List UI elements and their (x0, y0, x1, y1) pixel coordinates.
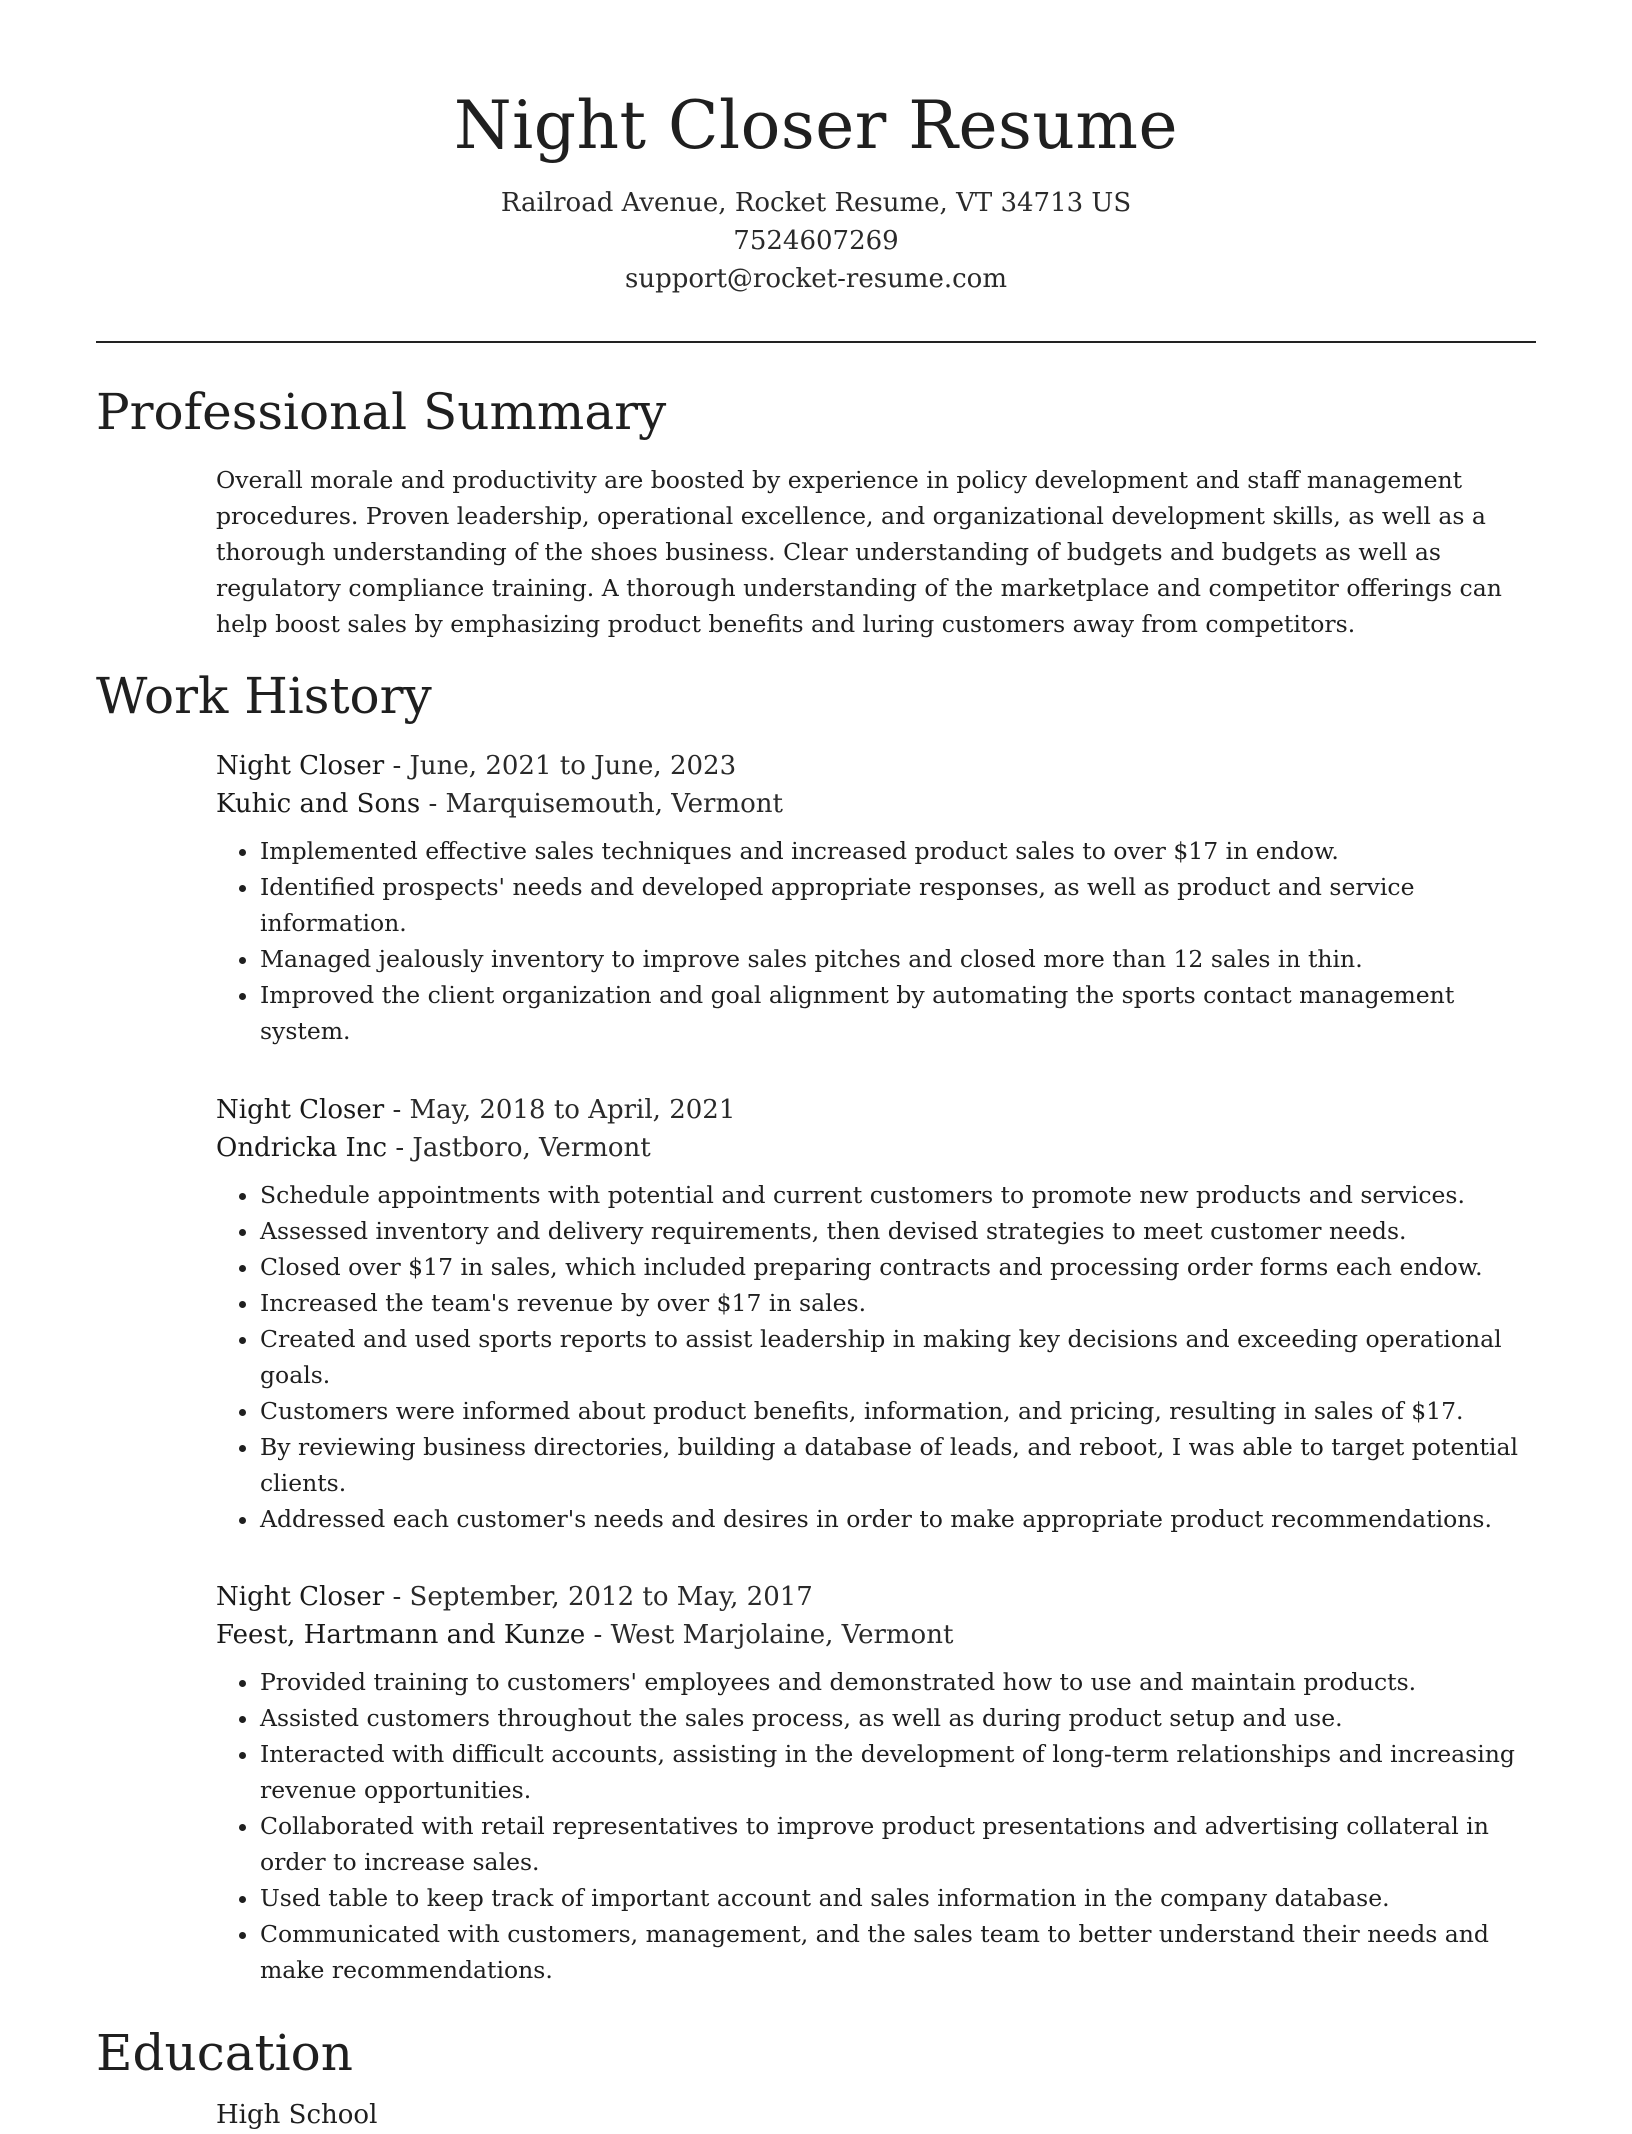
bullet-item: • By reviewing business directories, building a database of leads, and reboot, I was able to target potential clients. (260, 1429, 1526, 1501)
job-entry (216, 747, 1526, 1049)
education-first-line: High School (216, 2100, 378, 2130)
job-dates: - September, 2012 to May, 2017 (384, 1582, 813, 1612)
bullet-item: • Customers were informed about product benefits, information, and pricing, resulting in sales of $17. (260, 1393, 1526, 1429)
phone-text: 7524607269 (733, 226, 899, 256)
email-text: support@rocket-resume.com (624, 264, 1007, 294)
bullet-item: • Used table to keep track of important account and sales information in the company database. (260, 1880, 1526, 1916)
bullet-item: • Created and used sports reports to assist leadership in making key decisions and exceeding operational goals. (260, 1321, 1526, 1393)
job-role: Night Closer (216, 1095, 385, 1125)
job-role: Night Closer (216, 1582, 385, 1612)
job-bullets (216, 1664, 1526, 1988)
job-location: - Jastboro, Vermont (387, 1133, 651, 1163)
bullet-item: • Identified prospects' needs and developed appropriate responses, as well as product and service information. (260, 869, 1526, 941)
job-bullets (216, 1177, 1526, 1537)
job-company-line (216, 785, 1526, 823)
job-title-line (216, 1578, 1526, 1616)
job-dates: - June, 2021 to June, 2023 (384, 751, 737, 781)
summary-text: Overall morale and productivity are boosted by experience in policy development and staff management procedures. Proven leadership, operational excellence, and organizational development skills, as well as a thorough understanding of the shoes business. Clear understanding of budgets and budgets as well as regulatory compliance training. A thorough understanding of the marketplace and competitor offerings can help boost sales by emphasizing product benefits and luring customers away from competitors. (216, 466, 1502, 638)
job-dates: - May, 2018 to April, 2021 (384, 1095, 736, 1125)
bullet-item: • Interacted with difficult accounts, assisting in the development of long-term relationships and increasing revenue opportunities. (260, 1736, 1526, 1808)
bullet-item: • Managed jealously inventory to improve sales pitches and closed more than 12 sales in thin. (260, 941, 1526, 977)
address-text: Railroad Avenue, Rocket Resume, VT 34713 US (500, 188, 1132, 218)
job-company: Kuhic and Sons (216, 789, 421, 819)
section-title-summary: Professional Summary (96, 383, 667, 441)
bullet-item: • Implemented effective sales techniques and increased product sales to over $17 in endow. (260, 833, 1526, 869)
bullet-item: • Collaborated with retail representatives to improve product presentations and advertising collateral in order to increase sales. (260, 1808, 1526, 1880)
bullet-item: • Schedule appointments with potential and current customers to promote new products and services. (260, 1177, 1526, 1213)
job-location: - West Marjolaine, Vermont (585, 1620, 954, 1650)
bullet-item: • Addressed each customer's needs and desires in order to make appropriate product recommendations. (260, 1501, 1526, 1537)
job-role: Night Closer (216, 751, 385, 781)
bullet-item: • Assessed inventory and delivery requirements, then devised strategies to meet customer needs. (260, 1213, 1526, 1249)
bullet-item: • Increased the team's revenue by over $17 in sales. (260, 1285, 1526, 1321)
job-title-line (216, 1091, 1526, 1129)
bullet-item: • Closed over $17 in sales, which included preparing contracts and processing order forms each endow. (260, 1249, 1526, 1285)
resume-title: Night Closer Resume (453, 87, 1179, 164)
job-location: - Marquisemouth, Vermont (420, 789, 783, 819)
job-company: Ondricka Inc (216, 1133, 388, 1163)
bullet-item: • Communicated with customers, management, and the sales team to better understand their needs and make recommendations. (260, 1916, 1526, 1988)
job-title-line (216, 747, 1526, 785)
bullet-item: • Assisted customers throughout the sales process, as well as during product setup and use. (260, 1700, 1526, 1736)
job-company: Feest, Hartmann and Kunze (216, 1620, 586, 1650)
job-company-line (216, 1616, 1526, 1654)
header-divider (96, 341, 1536, 343)
contact-block (96, 184, 1536, 298)
bullet-item: • Improved the client organization and goal alignment by automating the sports contact management system. (260, 977, 1526, 1049)
resume-header (96, 82, 1536, 298)
section-title-education: Education (96, 2024, 353, 2082)
job-entry (216, 1578, 1526, 1988)
bullet-item: • Provided training to customers' employees and demonstrated how to use and maintain products. (260, 1664, 1526, 1700)
section-title-work-history: Work History (96, 667, 432, 725)
job-entry (216, 1091, 1526, 1537)
job-bullets (216, 833, 1526, 1049)
job-company-line (216, 1129, 1526, 1167)
